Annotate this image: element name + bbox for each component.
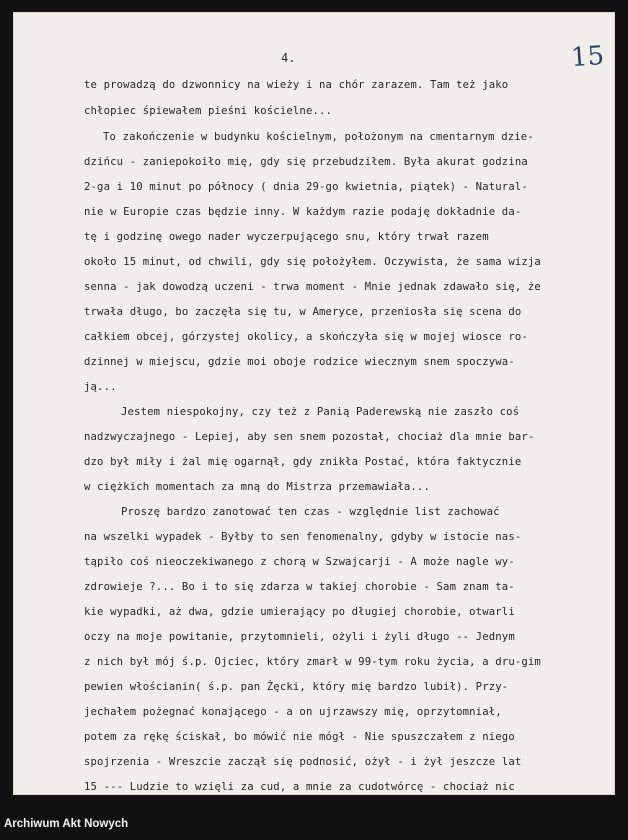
archive-footer (0, 795, 628, 840)
text-line: z nich był mój ś.p. Ojciec, który zmarł w 99-tym roku życia, a dru-gim (84, 656, 541, 668)
text-line: senna - jak dowodzą uczeni - trwa moment - Mnie jednak zdawało się, że (84, 281, 541, 293)
text-line: chłopiec śpiewałem pieśni kościelne... (84, 105, 333, 117)
text-line: całkiem obcej, górzystej okolicy, a skończyła się w mojej wiosce ro- (84, 331, 528, 343)
text-line: spojrzenia - Wreszcie zaczął się podnosić, ożył - i żył jeszcze lat (84, 756, 522, 768)
text-line: nadzwyczajnego - Lepiej, aby sen snem pozostał, chociaż dla mnie bar- (84, 431, 535, 443)
text-line: około 15 minut, od chwili, gdy się położyłem. Oczywista, że sama wizja (84, 256, 541, 268)
text-line: te prowadzą do dzwonnicy na wieży i na chór zarazem. Tam też jako (84, 79, 509, 91)
text-line: To zakończenie w budynku kościelnym, położonym na cmentarnym dzie- (103, 131, 534, 143)
text-line: dzo był miły i żal mię ogarnął, gdy znikła Postać, która faktycznie (84, 456, 522, 468)
text-line: trwała długo, bo zaczęła się tu, w Ameryce, przeniosła się scena do (84, 306, 522, 318)
typed-text-body (13, 12, 615, 795)
text-line: kie wypadki, aż dwa, gdzie umierający po długiej chorobie, otwarli (84, 606, 515, 618)
text-line: 2-ga i 10 minut po północy ( dnia 29-go kwietnia, piątek) - Natural- (84, 181, 528, 193)
text-line: oczy na moje powitanie, przytomnieli, ożyli i żyli długo -- Jednym (84, 631, 515, 643)
text-line: Jestem niespokojny, czy też z Panią Paderewską nie zaszło coś (121, 406, 520, 418)
text-line: pewien włościanin( ś.p. pan Żęcki, który mię bardzo lubił). Przy- (84, 681, 509, 693)
text-line: jechałem pożegnać konającego - a on ujrzawszy mię, oprzytomniał, (84, 706, 502, 718)
text-line: zdrowieje ?... Bo i to się zdarza w takiej chorobie - Sam znam ta- (84, 581, 515, 593)
text-line: dzinnej w miejscu, gdzie moi oboje rodzice wiecznym snem spoczywa- (84, 356, 515, 368)
text-line: Proszę bardzo zanotować ten czas - względnie list zachować (121, 506, 500, 518)
text-line: na wszelki wypadek - Byłby to sen fenomenalny, gdyby w istocie nas- (84, 531, 522, 543)
text-line: w ciężkich momentach za mną do Mistrza przemawiała... (84, 481, 430, 493)
text-line: nie w Europie czas będzie inny. W każdym razie podaję dokładnie da- (84, 206, 522, 218)
text-line: dzińcu - zaniepokoiło mię, gdy się przebudziłem. Była akurat godzina (84, 156, 528, 168)
text-line: 15 --- Ludzie to wzięli za cud, a mnie za cudotwórcę - chociaż nic (84, 781, 515, 793)
text-line: potem za rękę ściskał, bo mówić nie mógł - Nie spuszczałem z niego (84, 731, 515, 743)
page-number: 4. (281, 51, 296, 65)
text-line: tę i godzinę owego nader wyczerpującego snu, który trwał razem (84, 231, 489, 243)
document-page (13, 12, 615, 795)
text-line: ją... (84, 381, 117, 393)
archive-label: Archiwum Akt Nowych (4, 818, 129, 830)
folio-number: 15 (569, 40, 606, 74)
text-line: tąpiło coś nieoczekiwanego z chorą w Szwajcarji - A może nagle wy- (84, 556, 515, 568)
